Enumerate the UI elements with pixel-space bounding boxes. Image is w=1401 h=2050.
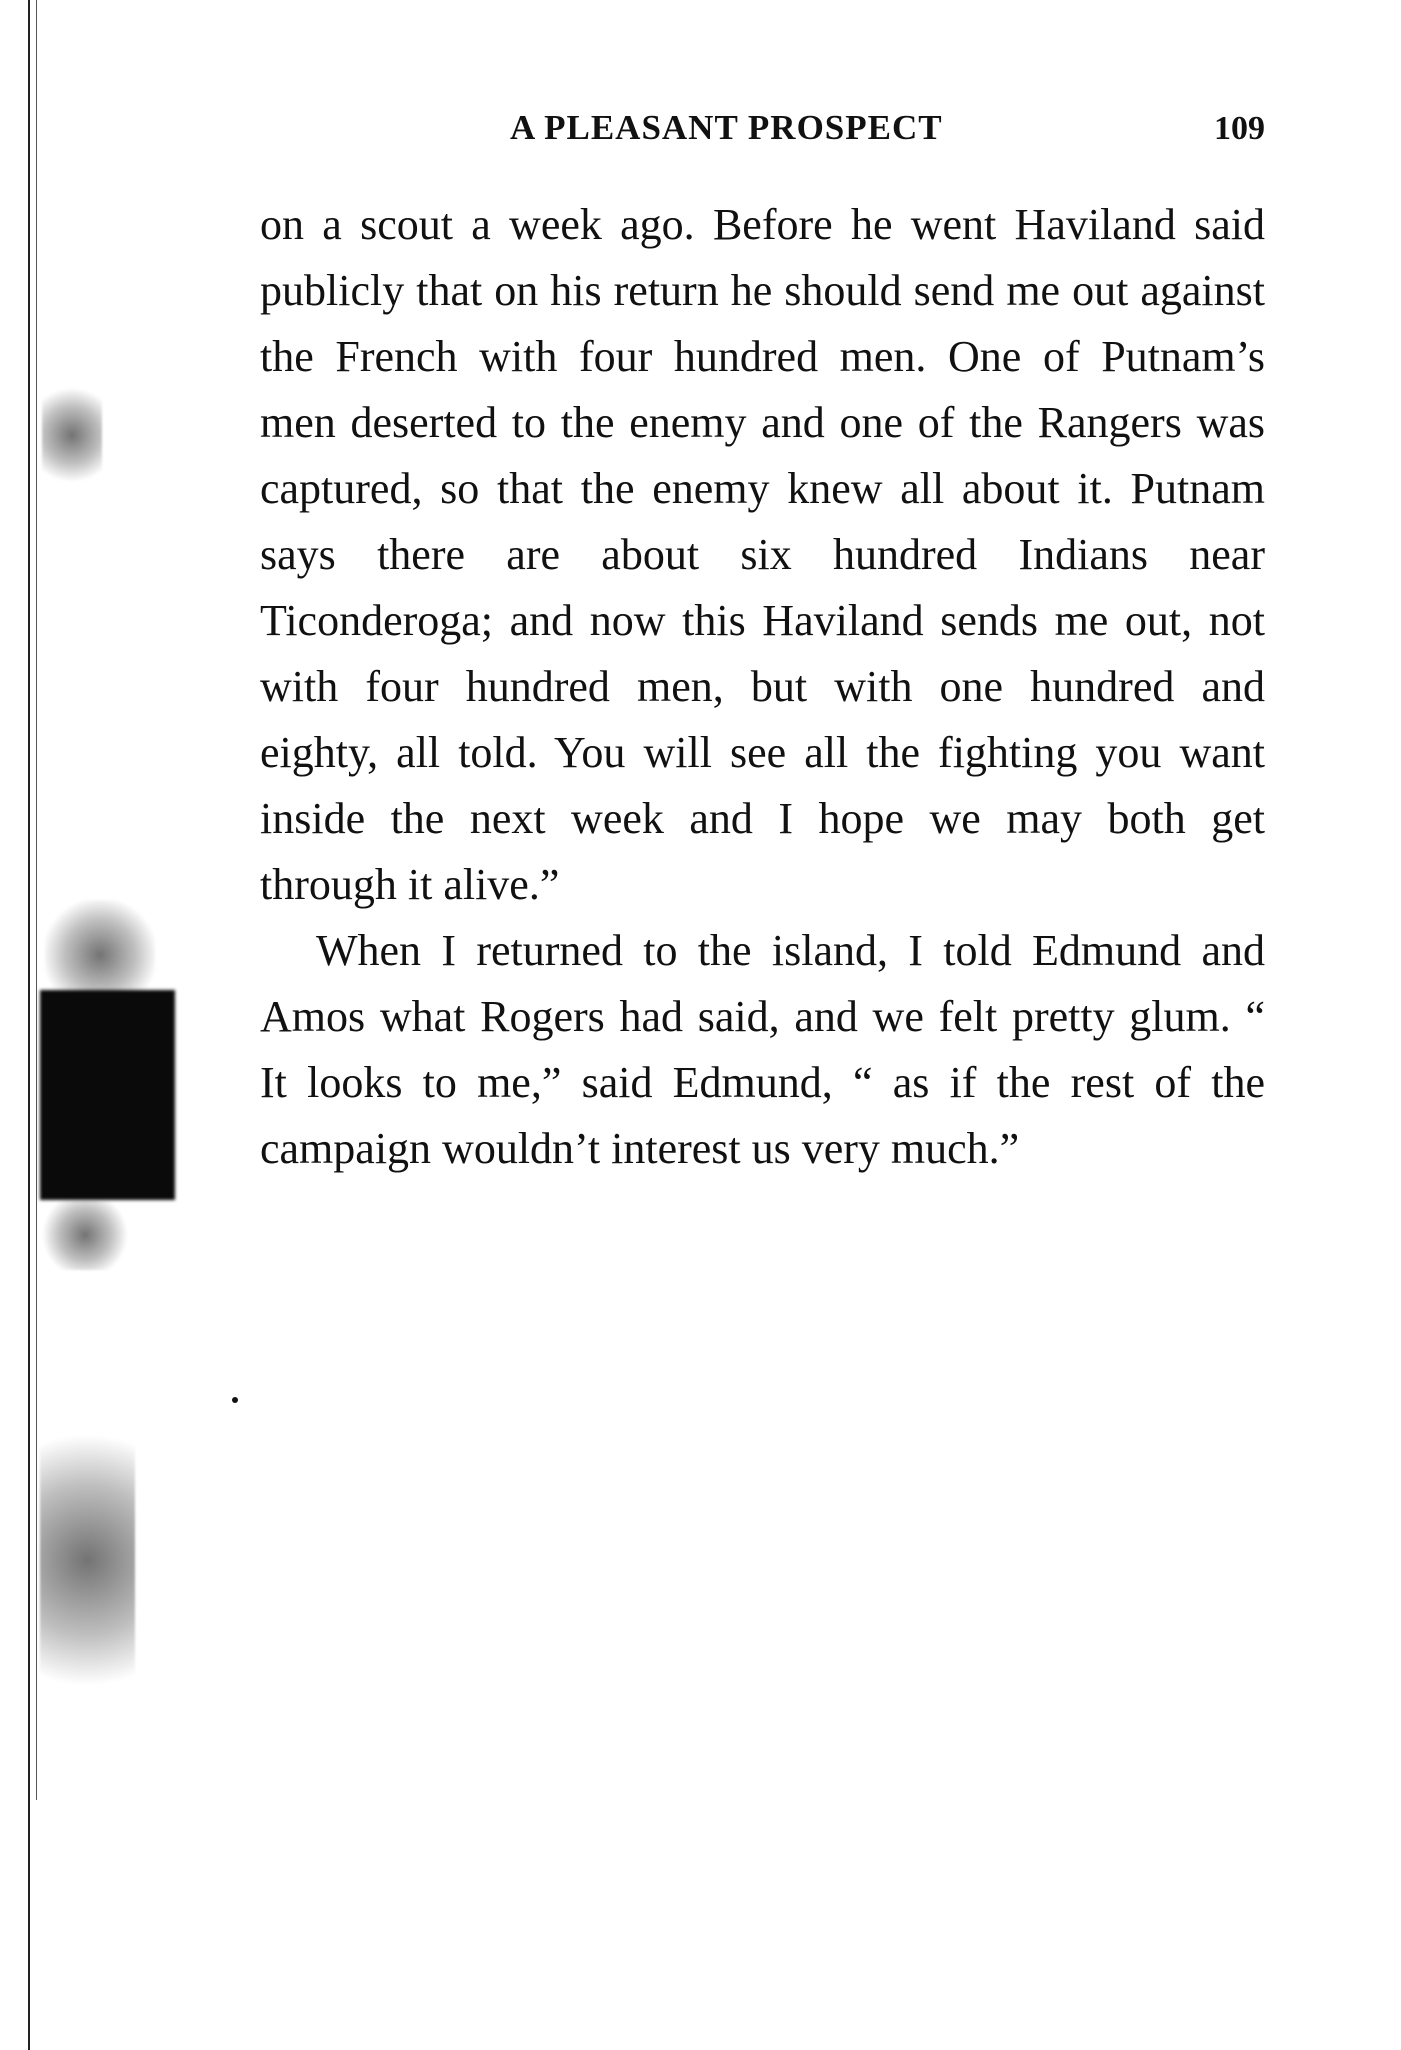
scan-speckle-lower: [40, 1200, 130, 1270]
binding-edge-line-inner: [36, 0, 37, 1800]
scan-speckle-upper: [42, 380, 102, 490]
scan-speckle-bottom: [40, 1400, 135, 1720]
running-title: A PLEASANT PROSPECT: [510, 108, 943, 147]
scan-ink-blot: [40, 990, 175, 1200]
paragraph-continued: on a scout a week ago. Before he went Haviland said publicly that on his return he should send me out against the French with four hundred men. One of Putnam’s men deserted to the enemy and one of the Rangers was captured, so that the enemy knew all about it. Putnam says there are about six hundred Indians near Ticonderoga; and now this Haviland sends me out, not with four hundred men, but with one hundred and eighty, all told. You will see all the fighting you want inside the next week and I hope we may both get through it alive.”: [260, 200, 1265, 909]
stray-ink-dot: [232, 1397, 238, 1403]
page-number: 109: [1214, 110, 1265, 147]
running-head: [260, 108, 1265, 158]
paragraph: When I returned to the island, I told Edmund and Amos what Rogers had said, and we felt pretty glum. “ It looks to me,” said Edmund, “ as if the rest of the campaign wouldn’t interest us very much.”: [260, 926, 1265, 1173]
binding-edge-line: [28, 0, 30, 2050]
body-text: [260, 192, 1265, 1182]
